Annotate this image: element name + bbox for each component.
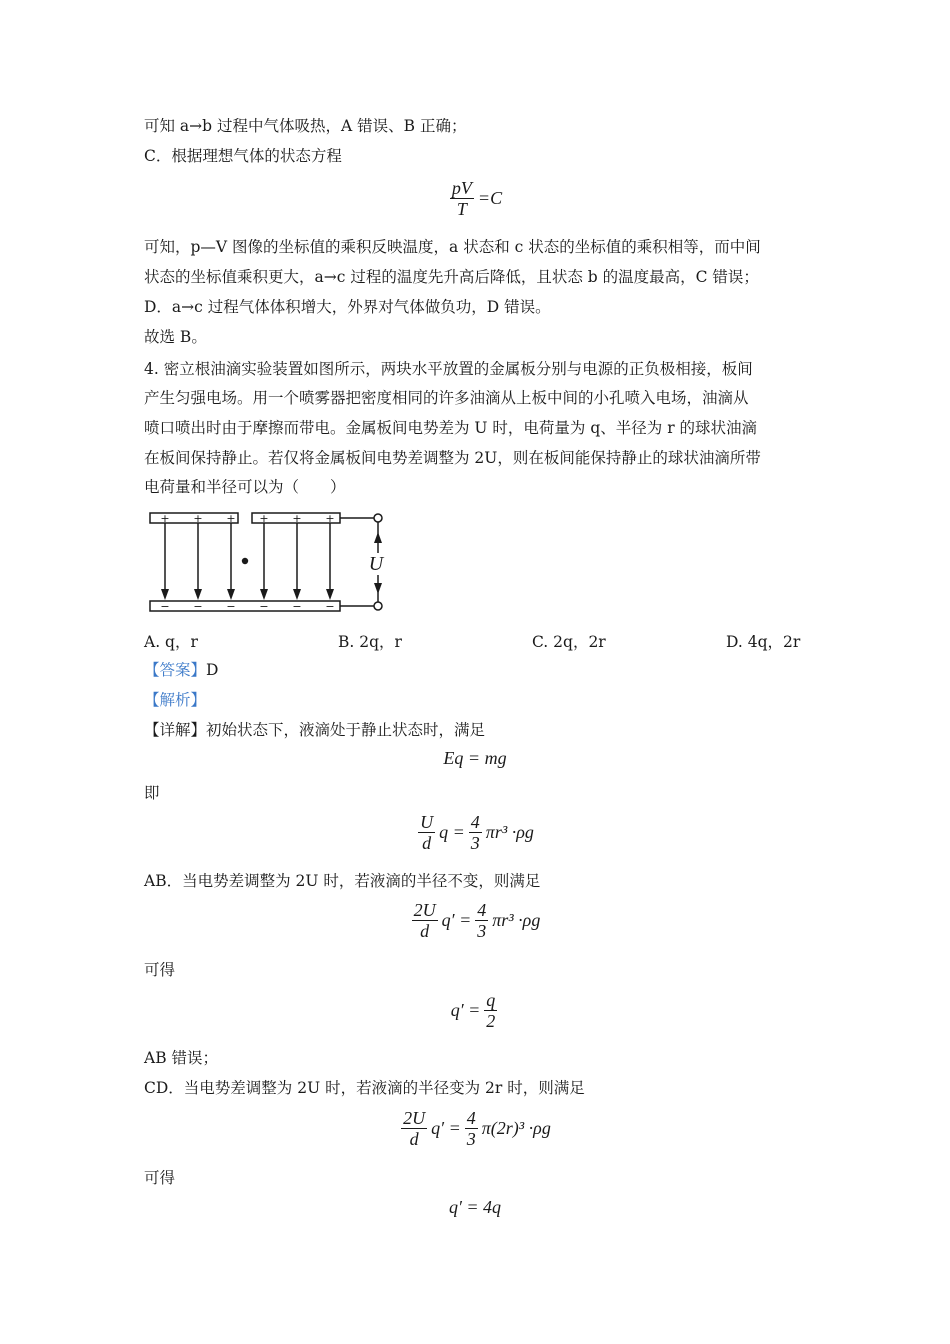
field-lines	[165, 523, 330, 593]
option-a[interactable]: A. q，r	[144, 633, 198, 651]
question-line: 4. 密立根油滴实验装置如图所示，两块水平放置的金属板分别与电源的正负极相接，板间	[144, 360, 753, 378]
svg-text:−: −	[259, 600, 269, 613]
equation-result-cd: q′ = 4q	[448, 1197, 502, 1217]
equation-case-cd: $\frac{2U}{d}$ q′ = $\frac{4}{3}$ π(2r)³ ·ρg	[403, 1108, 551, 1149]
question-line: 电荷量和半径可以为（ ）	[144, 478, 346, 496]
analysis-tag: 【解析】	[144, 691, 207, 709]
svg-text:−: −	[160, 600, 170, 613]
svg-text:−: −	[292, 600, 302, 613]
answer-line	[144, 660, 218, 680]
question-line: 在板间保持静止。若仅将金属板间电势差调整为 2U，则在板间能保持静止的球状油滴所带	[144, 449, 761, 467]
lower-plate	[150, 601, 340, 611]
svg-text:+: +	[160, 512, 170, 525]
detail-line: 【详解】初始状态下，液滴处于静止状态时，满足	[144, 721, 486, 739]
svg-text:+: +	[193, 512, 203, 525]
voltage-label: U	[368, 553, 384, 575]
text-line: C．根据理想气体的状态方程	[144, 147, 342, 165]
detail-line: CD．当电势差调整为 2U 时，若液滴的半径变为 2r 时，则满足	[144, 1079, 585, 1097]
option-b[interactable]: B. 2q，r	[338, 633, 402, 651]
equation-gas-law: $\frac{pV}{T}$ =C	[451, 178, 503, 219]
detail-line: AB．当电势差调整为 2U 时，若液滴的半径不变，则满足	[144, 872, 541, 890]
option-c[interactable]: C. 2q，2r	[532, 633, 606, 651]
terminal-negative	[374, 602, 382, 610]
detail-line: AB 错误；	[144, 1049, 219, 1067]
equation-initial: $\frac{U}{d}$ q = $\frac{4}{3}$ πr³ ·ρg	[420, 812, 534, 853]
equation-balance: Eq = mg	[443, 748, 507, 768]
svg-text:−: −	[226, 600, 236, 613]
equation-result-ab: q′ = $\frac{q}{2}$	[450, 990, 496, 1031]
svg-text:−: −	[325, 600, 335, 613]
svg-text:+: +	[325, 512, 335, 525]
question-line: 喷口喷出时由于摩擦而带电。金属板间电势差为 U 时，电荷量为 q、半径为 r 的球状油滴	[144, 419, 758, 437]
terminal-positive	[374, 514, 382, 522]
svg-text:−: −	[193, 600, 203, 613]
text-line: 可知，p—V 图像的坐标值的乘积反映温度，a 状态和 c 状态的坐标值的乘积相等，而中间	[144, 238, 761, 256]
text-line: 状态的坐标值乘积更大，a→c 过程的温度先升高后降低，且状态 b 的温度最高，C 错误；	[144, 268, 759, 286]
text-line: 故选 B。	[144, 328, 207, 346]
question-line: 产生匀强电场。用一个喷雾器把密度相同的许多油滴从上板中间的小孔喷入电场，油滴从	[144, 389, 749, 407]
equation-case-ab: $\frac{2U}{d}$ q′ = $\frac{4}{3}$ πr³ ·ρg	[413, 900, 541, 941]
answer-value: D	[206, 661, 219, 679]
text-line: D．a→c 过程气体体积增大，外界对气体做负功，D 错误。	[144, 298, 551, 316]
detail-line: 可得	[144, 961, 176, 979]
text-line: 可知 a→b 过程中气体吸热，A 错误、B 正确；	[144, 117, 467, 135]
millikan-apparatus-figure	[140, 505, 400, 620]
oil-drop	[242, 558, 248, 564]
answer-tag: 【答案】	[144, 661, 207, 679]
detail-line: 可得	[144, 1169, 176, 1187]
svg-text:+: +	[292, 512, 302, 525]
detail-line: 即	[144, 784, 160, 802]
svg-text:+: +	[259, 512, 269, 525]
svg-text:+: +	[226, 512, 236, 525]
option-d[interactable]: D. 4q，2r	[726, 633, 801, 651]
